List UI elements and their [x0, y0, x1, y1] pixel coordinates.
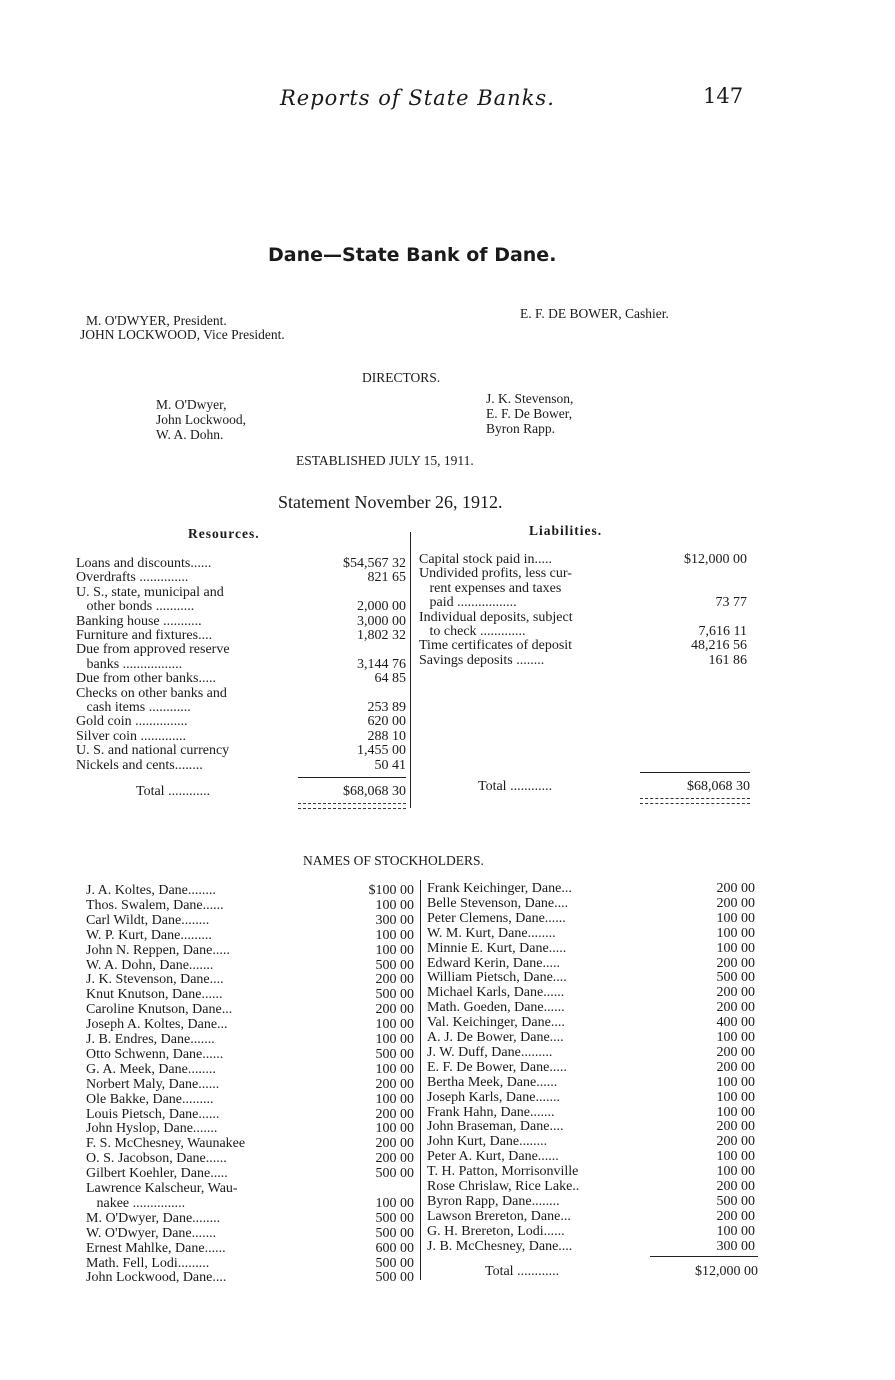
stockholder-name: Peter A. Kurt, Dane...... — [427, 1149, 559, 1165]
liability-row — [419, 553, 747, 568]
liability-label: Undivided profits, less cur- — [419, 566, 572, 582]
stockholder-row — [427, 912, 755, 927]
stockholder-row — [427, 986, 755, 1001]
liability-label: rent expenses and taxes — [419, 580, 562, 596]
running-title: Reports of State Banks. — [280, 86, 555, 110]
resource-row — [76, 571, 406, 586]
stockholder-row — [427, 1076, 755, 1091]
amount: 161 86 — [708, 652, 747, 668]
amount: 253 89 — [367, 700, 406, 715]
stockholder-name: W. M. Kurt, Dane........ — [427, 925, 556, 941]
resource-label: Overdrafts .............. — [76, 570, 189, 586]
stockholder-row — [86, 988, 414, 1003]
resource-label: Gold coin ............... — [76, 714, 188, 730]
liability-row — [419, 654, 747, 669]
amount: 3,000 00 — [357, 613, 406, 629]
amount: 100 00 — [716, 1149, 755, 1165]
stockholder-name: Caroline Knutson, Dane... — [86, 1002, 233, 1018]
stockholder-name: E. F. De Bower, Dane..... — [427, 1059, 567, 1075]
stockholder-name: M. O'Dwyer, Dane........ — [86, 1210, 221, 1226]
stockholder-row — [427, 1091, 755, 1106]
stockholder-name: Frank Keichinger, Dane... — [427, 881, 572, 896]
stockholder-row — [427, 1135, 755, 1150]
resource-label: Furniture and fixtures.... — [76, 628, 213, 643]
stockholder-row — [86, 1122, 414, 1137]
amount: 200 00 — [375, 1151, 414, 1167]
stockholder-name: F. S. McChesney, Waunakee — [86, 1136, 246, 1152]
stockholder-name: John Lockwood, Dane.... — [86, 1270, 227, 1286]
stockholder-name: Ole Bakke, Dane......... — [86, 1091, 214, 1107]
amount: 821 65 — [367, 570, 406, 586]
stockholder-row — [86, 1108, 414, 1123]
amount: 500 00 — [716, 970, 755, 986]
stockholder-row — [86, 1018, 414, 1033]
stockholder-name: Rose Chrislaw, Rice Lake.. — [427, 1179, 580, 1194]
stockholder-row — [427, 957, 755, 972]
stockholder-name: Byron Rapp, Dane........ — [427, 1193, 560, 1209]
director: W. A. Dohn. — [156, 427, 224, 442]
stockholder-row — [427, 1165, 755, 1180]
liabilities-total-row — [478, 780, 750, 795]
stockholder-row — [86, 1137, 414, 1152]
stockholder-name: Lawson Brereton, Dane... — [427, 1208, 571, 1224]
double-rule — [640, 798, 750, 804]
amount: 100 00 — [375, 942, 414, 958]
amount: 200 00 — [375, 1002, 414, 1018]
amount: 50 41 — [374, 757, 406, 773]
stockholder-name: Val. Keichinger, Dane.... — [427, 1015, 565, 1031]
stockholder-row — [427, 1150, 755, 1165]
amount: 300 00 — [716, 1238, 755, 1254]
liability-label: to check ............. — [419, 624, 526, 639]
stockholder-row — [427, 1210, 755, 1225]
amount: 100 00 — [375, 927, 414, 943]
stockholder-row — [86, 1227, 414, 1242]
directors-right — [486, 391, 573, 436]
amount: 620 00 — [367, 714, 406, 730]
stockholder-row — [427, 1225, 755, 1240]
amount: 600 00 — [375, 1240, 414, 1256]
amount: 73 77 — [715, 595, 747, 611]
stockholder-name: Gilbert Koehler, Dane..... — [86, 1166, 228, 1182]
amount: 500 00 — [375, 1270, 414, 1286]
stockholder-row — [427, 927, 755, 942]
stockholder-name: G. A. Meek, Dane........ — [86, 1061, 216, 1077]
resource-row — [76, 744, 406, 759]
director: Byron Rapp. — [486, 421, 555, 436]
stockholder-name: Thos. Swalem, Dane...... — [86, 897, 224, 913]
stockholder-name: Frank Hahn, Dane....... — [427, 1104, 555, 1120]
total-rule — [640, 772, 750, 773]
amount: $54,567 32 — [343, 556, 406, 571]
amount: 2,000 00 — [357, 599, 406, 615]
statement-title: Statement November 26, 1912. — [278, 492, 503, 512]
amount: 400 00 — [716, 1015, 755, 1031]
stockholder-name: William Pietsch, Dane.... — [427, 970, 567, 986]
liability-row — [419, 611, 747, 626]
amount: 200 00 — [716, 1208, 755, 1224]
stockholder-name: Norbert Maly, Dane...... — [86, 1076, 220, 1092]
amount: 200 00 — [375, 1076, 414, 1092]
amount: 500 00 — [375, 957, 414, 973]
stockholder-name: Belle Stevenson, Dane.... — [427, 895, 569, 911]
amount: 100 00 — [716, 940, 755, 956]
resource-label: other bonds ........... — [76, 599, 195, 615]
stockholders-total: $12,000 00 — [695, 1264, 758, 1279]
resources-heading: Resources. — [188, 526, 260, 541]
stockholder-name: T. H. Patton, Morrisonville — [427, 1164, 579, 1180]
amount: 100 00 — [375, 1061, 414, 1077]
resource-row — [76, 658, 406, 673]
stockholder-name: Carl Wildt, Dane........ — [86, 912, 210, 928]
stockholders-total-row — [485, 1265, 758, 1280]
amount: 100 00 — [716, 1030, 755, 1045]
stockholder-name: Michael Karls, Dane...... — [427, 985, 565, 1001]
stockholder-row — [427, 1120, 755, 1135]
resource-label: U. S. and national currency — [76, 743, 230, 759]
amount: $100 00 — [368, 883, 414, 898]
stockholder-row — [86, 1152, 414, 1167]
resource-row — [76, 600, 406, 615]
stockholder-row — [86, 1078, 414, 1093]
amount: 100 00 — [375, 897, 414, 913]
amount: 100 00 — [375, 1121, 414, 1137]
liability-row — [419, 639, 747, 654]
resource-row — [76, 643, 406, 658]
liability-label: Savings deposits ........ — [419, 652, 545, 668]
stockholder-name: John Braseman, Dane.... — [427, 1119, 564, 1135]
stockholder-name: Math. Goeden, Dane...... — [427, 1000, 565, 1016]
liabilities-heading: Liabilities. — [529, 523, 603, 538]
stockholder-row — [427, 1061, 755, 1076]
stockholder-row — [86, 1197, 414, 1212]
amount: 200 00 — [716, 895, 755, 911]
stockholder-row — [86, 929, 414, 944]
resource-row — [76, 701, 406, 716]
amount: 100 00 — [716, 1104, 755, 1120]
resource-label: Checks on other banks and — [76, 685, 227, 701]
stockholder-name: Minnie E. Kurt, Dane..... — [427, 940, 567, 956]
stockholder-name: Ernest Mahlke, Dane...... — [86, 1240, 226, 1256]
liability-row — [419, 582, 747, 597]
established-date: ESTABLISHED JULY 15, 1911. — [296, 453, 474, 468]
amount: 100 00 — [375, 1195, 414, 1211]
amount: 100 00 — [375, 1017, 414, 1033]
amount: 3,144 76 — [357, 656, 406, 672]
resources-total-row — [136, 785, 406, 800]
amount: 100 00 — [716, 1223, 755, 1239]
stockholder-row — [86, 1182, 414, 1197]
stockholder-name: John Hyslop, Dane....... — [86, 1121, 218, 1137]
stockholder-name: J. A. Koltes, Dane........ — [86, 883, 216, 898]
stockholder-name: Lawrence Kalscheur, Wau- — [86, 1181, 238, 1196]
resources-total: $68,068 30 — [343, 784, 406, 799]
amount: 100 00 — [716, 910, 755, 926]
stockholder-name: A. J. De Bower, Dane.... — [427, 1030, 564, 1045]
amount: $12,000 00 — [684, 552, 747, 567]
stockholder-name: Math. Fell, Lodi......... — [86, 1255, 210, 1271]
liability-row — [419, 596, 747, 611]
stockholder-row — [427, 882, 755, 897]
stockholder-name: John Kurt, Dane........ — [427, 1134, 548, 1150]
stockholder-row — [86, 944, 414, 959]
amount: 500 00 — [375, 1166, 414, 1182]
resource-row — [76, 615, 406, 630]
resource-label: U. S., state, municipal and — [76, 584, 224, 600]
stockholder-row — [86, 1242, 414, 1257]
resource-row — [76, 586, 406, 601]
amount: 64 85 — [374, 671, 406, 687]
stockholder-name: W. P. Kurt, Dane......... — [86, 927, 212, 943]
director: J. K. Stevenson, — [486, 391, 574, 406]
resource-label: cash items ............ — [76, 700, 191, 715]
amount: 200 00 — [716, 1059, 755, 1075]
stockholder-name: J. W. Duff, Dane......... — [427, 1044, 553, 1060]
stockholder-name: Joseph A. Koltes, Dane... — [86, 1017, 228, 1033]
resource-row — [76, 730, 406, 745]
stockholder-row — [86, 1093, 414, 1108]
amount: 500 00 — [375, 1046, 414, 1062]
total-rule — [650, 1256, 758, 1257]
stockholder-name: Otto Schwenn, Dane...... — [86, 1046, 224, 1062]
amount: 500 00 — [375, 1225, 414, 1241]
amount: 100 00 — [716, 1164, 755, 1180]
stockholder-name: J. B. Endres, Dane....... — [86, 1032, 215, 1047]
stockholder-name: Joseph Karls, Dane....... — [427, 1089, 560, 1105]
amount: 300 00 — [375, 912, 414, 928]
resource-label: Loans and discounts...... — [76, 556, 212, 571]
stockholder-name: O. S. Jacobson, Dane...... — [86, 1151, 227, 1167]
stockholder-row — [427, 1046, 755, 1061]
resource-label: Due from other banks..... — [76, 671, 216, 687]
stockholder-row — [86, 1167, 414, 1182]
amount: 200 00 — [375, 972, 414, 988]
stockholder-name: Edward Kerin, Dane..... — [427, 955, 560, 971]
amount: 100 00 — [716, 1089, 755, 1105]
liability-label: Time certificates of deposit — [419, 638, 573, 654]
stockholder-row — [427, 1031, 755, 1046]
amount: 200 00 — [716, 1134, 755, 1150]
column-divider — [420, 880, 421, 1280]
director: E. F. De Bower, — [486, 406, 573, 421]
liability-label: Individual deposits, subject — [419, 609, 573, 625]
amount: 200 00 — [716, 1179, 755, 1194]
stockholder-row — [86, 1271, 414, 1286]
amount: 200 00 — [375, 1136, 414, 1152]
resource-label: Silver coin ............. — [76, 728, 187, 744]
stockholder-row — [427, 1106, 755, 1121]
cashier: E. F. DE BOWER, Cashier. — [520, 306, 669, 321]
amount: 500 00 — [375, 1255, 414, 1271]
page-number: 147 — [703, 84, 744, 108]
stockholder-name: nakee ............... — [86, 1195, 186, 1211]
amount: 100 00 — [375, 1032, 414, 1047]
stockholder-name: J. B. McChesney, Dane.... — [427, 1238, 573, 1254]
stockholder-row — [86, 914, 414, 929]
stockholder-row — [86, 1212, 414, 1227]
stockholder-row — [86, 959, 414, 974]
resource-row — [76, 759, 406, 774]
amount: 48,216 56 — [691, 638, 747, 654]
total-rule — [298, 777, 406, 778]
stockholder-name: Peter Clemens, Dane...... — [427, 910, 566, 926]
stockholder-row — [86, 899, 414, 914]
amount: 200 00 — [375, 1106, 414, 1122]
double-rule — [298, 803, 406, 809]
resource-label: Banking house ........... — [76, 613, 202, 629]
stockholder-row — [86, 884, 414, 899]
stockholder-row — [86, 1063, 414, 1078]
resource-label: Due from approved reserve — [76, 642, 230, 658]
total-label: Total ............ — [485, 1264, 560, 1279]
resource-row — [76, 557, 406, 572]
director: John Lockwood, — [156, 412, 246, 427]
resource-row — [76, 629, 406, 644]
amount: 500 00 — [716, 1193, 755, 1209]
liability-label: paid ................. — [419, 595, 517, 611]
stockholder-row — [427, 1001, 755, 1016]
stockholder-name: Knut Knutson, Dane...... — [86, 987, 223, 1003]
stockholder-name: Louis Pietsch, Dane...... — [86, 1106, 220, 1122]
column-divider — [410, 532, 411, 808]
stockholder-name: G. H. Brereton, Lodi...... — [427, 1223, 565, 1239]
stockholder-row — [86, 1003, 414, 1018]
amount: 100 00 — [375, 1091, 414, 1107]
liability-row — [419, 567, 747, 582]
resource-label: banks ................. — [76, 656, 183, 672]
amount: 7,616 11 — [698, 624, 747, 639]
stockholder-row — [427, 942, 755, 957]
total-label: Total ............ — [478, 779, 553, 794]
liability-row — [419, 625, 747, 640]
amount: 288 10 — [367, 728, 406, 744]
resource-row — [76, 672, 406, 687]
stockholder-row — [86, 1033, 414, 1048]
directors-heading: DIRECTORS. — [362, 370, 441, 385]
bank-title: Dane—State Bank of Dane. — [268, 244, 557, 266]
stockholder-row — [427, 1240, 755, 1255]
president: M. O'DWYER, President. — [86, 313, 227, 328]
stockholder-name: W. O'Dwyer, Dane....... — [86, 1225, 217, 1241]
amount: 500 00 — [375, 1210, 414, 1226]
stockholder-name: W. A. Dohn, Dane....... — [86, 957, 214, 973]
amount: 200 00 — [716, 1119, 755, 1135]
amount: 200 00 — [716, 881, 755, 896]
amount: 200 00 — [716, 985, 755, 1001]
amount: 200 00 — [716, 955, 755, 971]
stockholder-row — [427, 1180, 755, 1195]
resource-row — [76, 687, 406, 702]
stockholder-row — [86, 1048, 414, 1063]
amount: 100 00 — [716, 925, 755, 941]
stockholder-name: J. K. Stevenson, Dane.... — [86, 972, 224, 988]
stockholders-heading: NAMES OF STOCKHOLDERS. — [303, 853, 484, 868]
amount: 200 00 — [716, 1044, 755, 1060]
total-label: Total ............ — [136, 784, 211, 799]
stockholder-row — [427, 971, 755, 986]
stockholder-row — [427, 897, 755, 912]
amount: 200 00 — [716, 1000, 755, 1016]
director: M. O'Dwyer, — [156, 397, 227, 412]
directors-left — [156, 397, 246, 442]
stockholder-row — [427, 1195, 755, 1210]
resource-label: Nickels and cents........ — [76, 757, 203, 773]
stockholder-name: John N. Reppen, Dane..... — [86, 942, 230, 958]
liabilities-total: $68,068 30 — [687, 779, 750, 794]
amount: 100 00 — [716, 1074, 755, 1090]
vice-president: JOHN LOCKWOOD, Vice President. — [80, 327, 285, 342]
stockholder-row — [86, 973, 414, 988]
liability-label: Capital stock paid in..... — [419, 552, 552, 567]
stockholder-name: Bertha Meek, Dane...... — [427, 1074, 558, 1090]
stockholder-row — [427, 1016, 755, 1031]
amount: 1,802 32 — [357, 628, 406, 643]
resource-row — [76, 715, 406, 730]
stockholder-row — [86, 1257, 414, 1272]
amount: 500 00 — [375, 987, 414, 1003]
amount: 1,455 00 — [357, 743, 406, 759]
